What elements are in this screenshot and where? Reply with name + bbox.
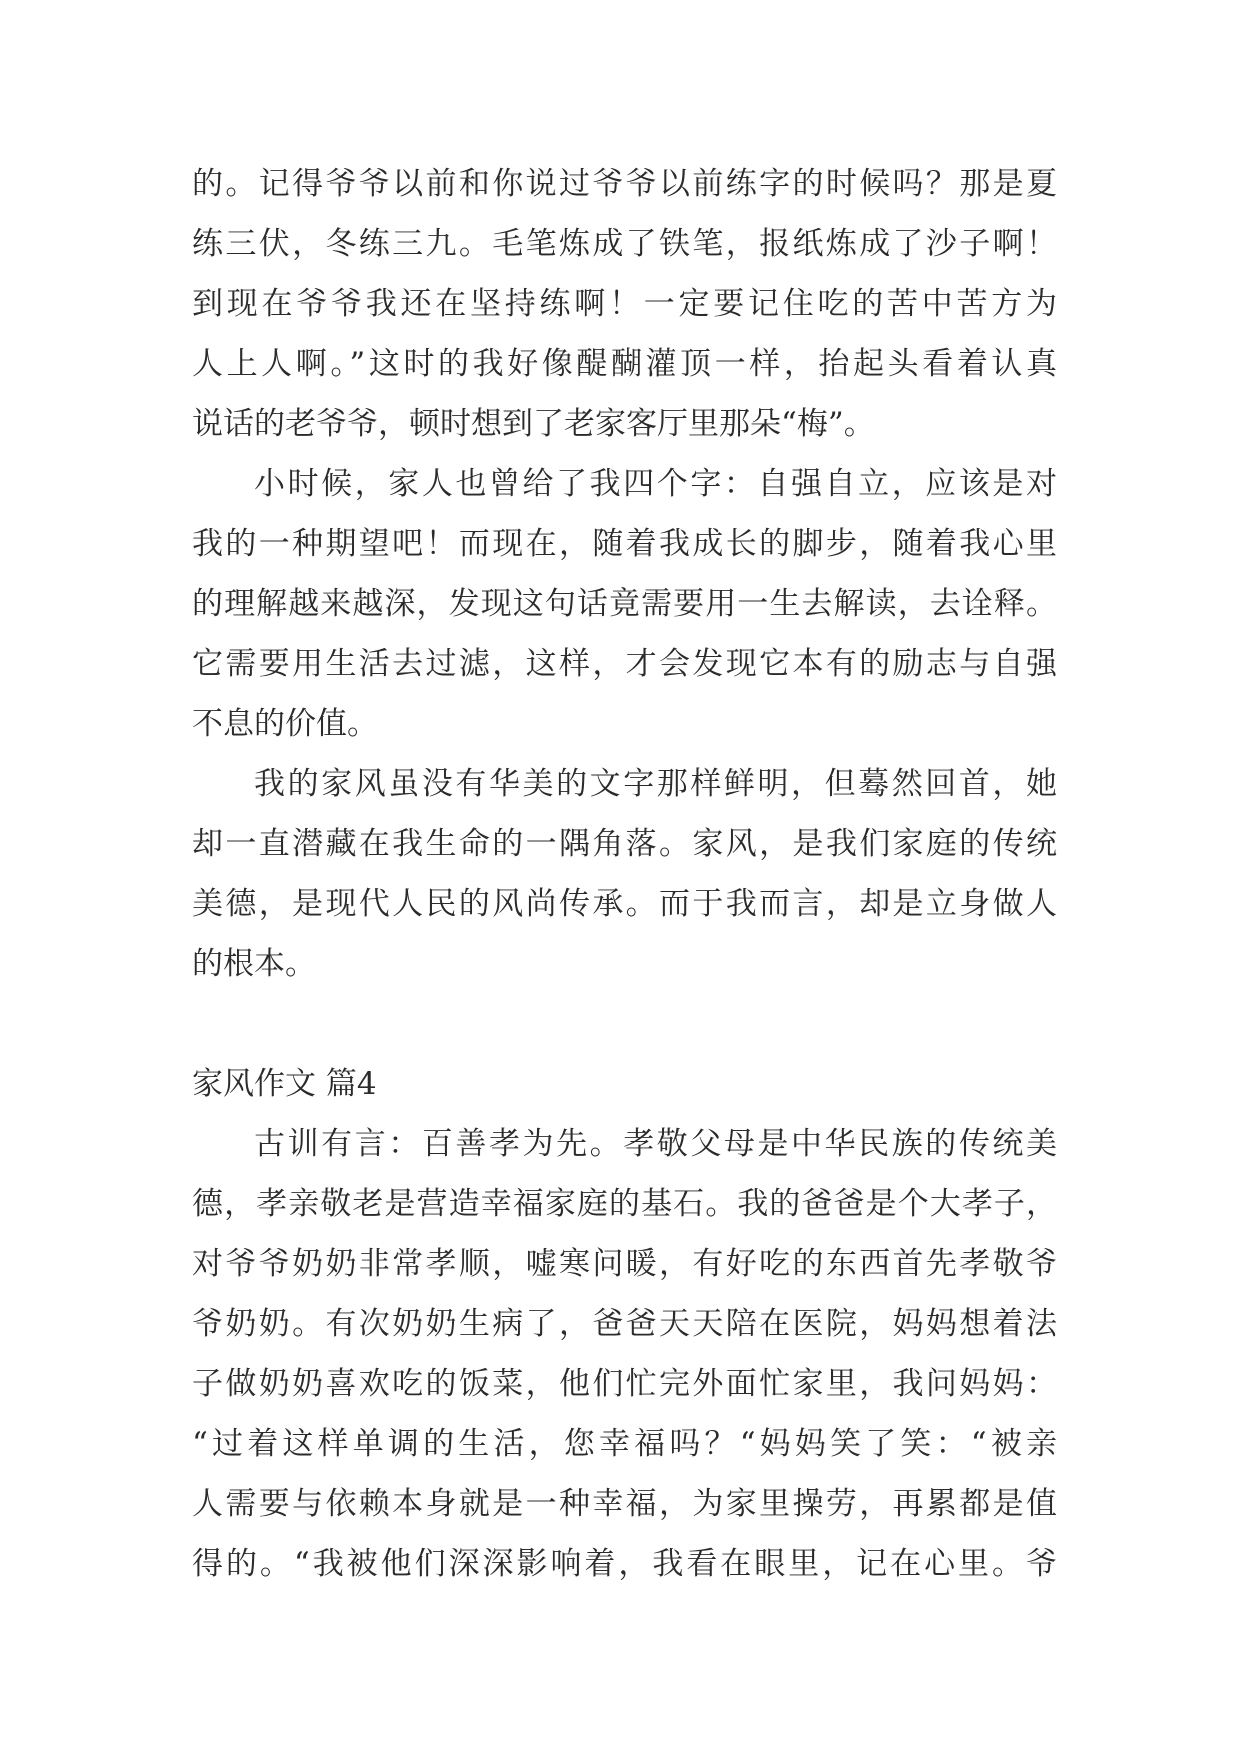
paragraph — [192, 754, 1057, 994]
text-line: 它需要用生活去过滤，这样，才会发现它本有的励志与自强 — [192, 646, 1057, 682]
text-line: “过着这样单调的生活，您幸福吗？“妈妈笑了笑：“被亲 — [192, 1426, 1057, 1462]
text-line: 人上人啊。”这时的我好像醍醐灌顶一样，抬起头看着认真 — [192, 346, 1057, 382]
text-line: 德，孝亲敬老是营造幸福家庭的基石。我的爸爸是个大孝子， — [192, 1186, 1057, 1222]
text-line: 说话的老爷爷，顿时想到了老家客厅里那朵“梅”。 — [192, 406, 875, 442]
text-line: 到现在爷爷我还在坚持练啊！一定要记住吃的苦中苦方为 — [192, 286, 1057, 322]
section-heading: 家风作文 篇4 — [192, 1066, 377, 1102]
text-line: 的理解越来越深，发现这句话竟需要用一生去解读，去诠释。 — [192, 586, 1057, 622]
text-line: 练三伏，冬练三九。毛笔炼成了铁笔，报纸炼成了沙子啊！ — [192, 226, 1057, 262]
text-line: 美德，是现代人民的风尚传承。而于我而言，却是立身做人 — [192, 886, 1057, 922]
text-line: 子做奶奶喜欢吃的饭菜，他们忙完外面忙家里，我问妈妈： — [192, 1366, 1057, 1402]
text-line: 对爷爷奶奶非常孝顺，嘘寒问暖，有好吃的东西首先孝敬爷 — [192, 1246, 1057, 1282]
text-line: 古训有言：百善孝为先。孝敬父母是中华民族的传统美 — [254, 1126, 1057, 1162]
paragraph — [192, 454, 1057, 754]
text-line: 却一直潜藏在我生命的一隅角落。家风，是我们家庭的传统 — [192, 826, 1057, 862]
text-line: 小时候，家人也曾给了我四个字：自强自立，应该是对 — [254, 466, 1057, 502]
text-line: 不息的价值。 — [192, 706, 378, 742]
text-line: 爷奶奶。有次奶奶生病了，爸爸天天陪在医院，妈妈想着法 — [192, 1306, 1057, 1342]
paragraph — [192, 1114, 1057, 1594]
text-line: 人需要与依赖本身就是一种幸福，为家里操劳，再累都是值 — [192, 1486, 1057, 1522]
paragraph — [192, 154, 1057, 454]
text-line: 得的。“我被他们深深影响着，我看在眼里，记在心里。爷 — [192, 1546, 1057, 1582]
text-line: 的。记得爷爷以前和你说过爷爷以前练字的时候吗？那是夏 — [192, 166, 1057, 202]
text-line: 的根本。 — [192, 946, 316, 982]
document-body — [192, 154, 1057, 1594]
text-line: 我的家风虽没有华美的文字那样鲜明，但蓦然回首，她 — [254, 766, 1057, 802]
text-line: 我的一种期望吧！而现在，随着我成长的脚步，随着我心里 — [192, 526, 1057, 562]
